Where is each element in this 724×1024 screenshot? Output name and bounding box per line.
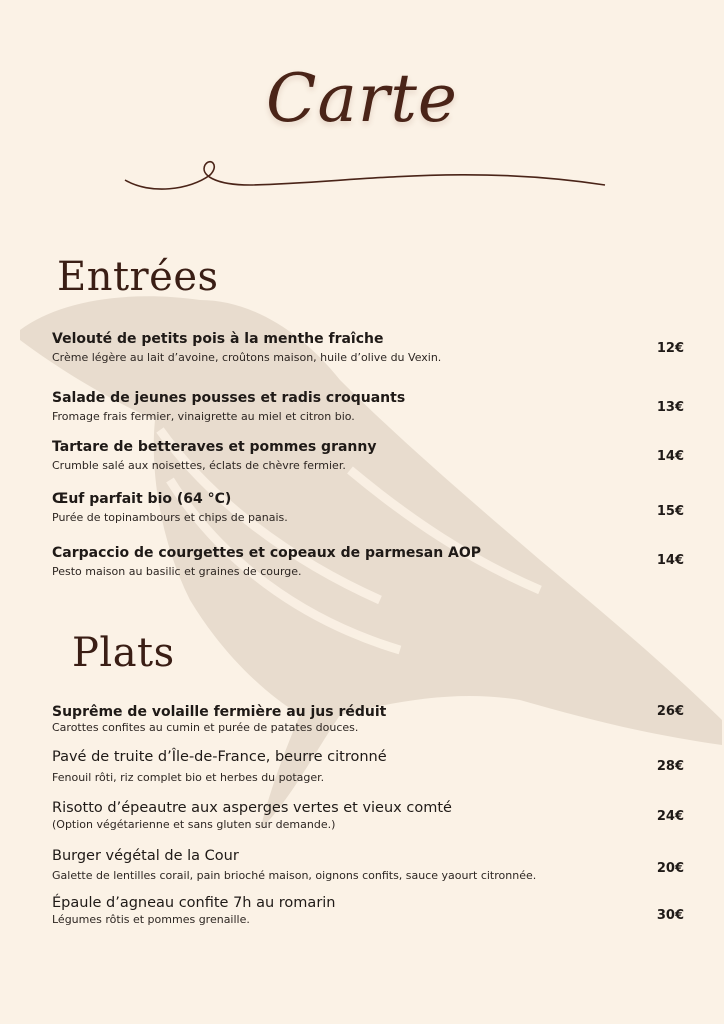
dish-name: Velouté de petits pois à la menthe fraîche (52, 331, 384, 347)
dish-description: Purée de topinambours et chips de panais. (52, 511, 288, 524)
dish-price: 13€ (656, 400, 684, 415)
dish-description: Légumes rôtis et pommes grenaille. (52, 913, 250, 926)
dish-name: Burger végétal de la Cour (52, 848, 239, 864)
dish-description: Fromage frais fermier, vinaigrette au miel et citron bio. (52, 410, 355, 423)
flourish-divider-icon (120, 155, 610, 200)
menu-item (52, 390, 692, 423)
menu-item (52, 331, 692, 364)
dish-name: Suprême de volaille fermière au jus réduit (52, 704, 387, 720)
dish-name: Épaule d’agneau confite 7h au romarin (52, 895, 336, 911)
dish-description: (Option végétarienne et sans gluten sur demande.) (52, 818, 336, 831)
menu-item (52, 749, 692, 784)
section-title-plats: Plats (72, 630, 175, 676)
menu-item (52, 800, 692, 831)
menu-item (52, 704, 692, 734)
dish-price: 30€ (656, 908, 684, 923)
dish-name: Salade de jeunes pousses et radis croquants (52, 390, 406, 406)
dish-price: 12€ (656, 341, 684, 356)
dish-price: 14€ (656, 553, 684, 568)
menu-item (52, 848, 692, 882)
dish-description: Carottes confites au cumin et purée de patates douces. (52, 721, 359, 734)
dish-description: Pesto maison au basilic et graines de courge. (52, 565, 302, 578)
dish-price: 26€ (656, 704, 684, 719)
dish-price: 14€ (656, 449, 684, 464)
dish-price: 20€ (656, 861, 684, 876)
dish-description: Fenouil rôti, riz complet bio et herbes du potager. (52, 771, 325, 784)
menu-item (52, 895, 692, 926)
dish-description: Crumble salé aux noisettes, éclats de chèvre fermier. (52, 459, 346, 472)
dish-price: 24€ (656, 809, 684, 824)
menu-item (52, 439, 692, 472)
menu-item (52, 491, 692, 524)
dish-price: 28€ (656, 759, 684, 774)
menu-item (52, 545, 692, 578)
dish-name: Œuf parfait bio (64 °C) (52, 491, 232, 507)
dish-name: Carpaccio de courgettes et copeaux de parmesan AOP (52, 545, 482, 561)
dish-description: Galette de lentilles corail, pain brioché maison, oignons confits, sauce yaourt citronnée. (52, 869, 537, 882)
page-title: Carte (266, 60, 458, 137)
section-title-entrees: Entrées (57, 254, 219, 300)
dish-description: Crème légère au lait d’avoine, croûtons maison, huile d’olive du Vexin. (52, 351, 442, 364)
dish-name: Tartare de betteraves et pommes granny (52, 439, 377, 455)
dish-price: 15€ (656, 504, 684, 519)
dish-name: Pavé de truite d’Île-de-France, beurre citronné (52, 749, 387, 765)
dish-name: Risotto d’épeautre aux asperges vertes et vieux comté (52, 800, 452, 816)
